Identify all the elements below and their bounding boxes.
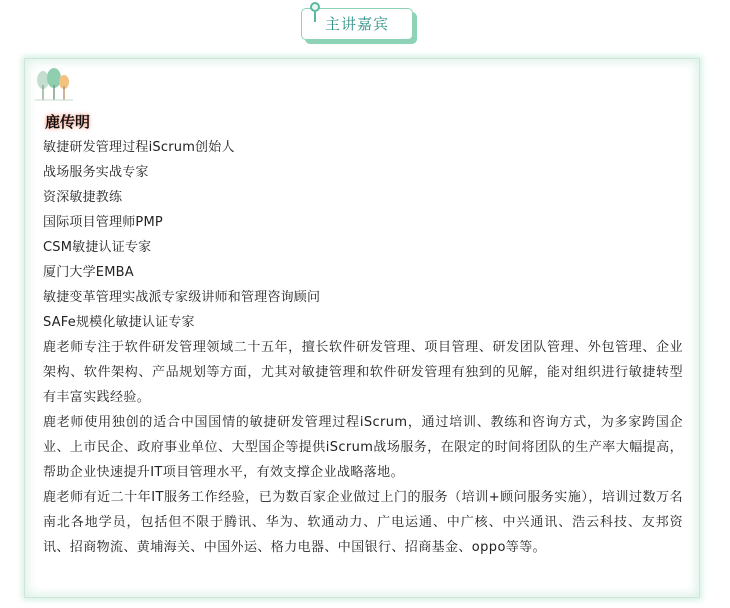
trees-icon xyxy=(33,67,75,101)
title-item: 资深敏捷教练 xyxy=(43,190,123,205)
pin-dot-icon xyxy=(310,2,320,12)
speaker-content xyxy=(43,109,683,560)
bio-paragraph: 鹿老师专注于软件研发管理领域二十五年，擅长软件研发管理、项目管理、研发团队管理、外包管理、企业架构、软件架构、产品规划等方面，尤其对敏捷管理和软件研发管理有独到的见解，能对组织进行敏捷转型有丰富实践经验。 xyxy=(43,340,683,405)
section-header-badge xyxy=(301,8,419,46)
title-item: SAFe规模化敏捷认证专家 xyxy=(43,315,195,330)
bio-paragraph: 鹿老师有近二十年IT服务工作经验，已为数百家企业做过上门的服务（培训+顾问服务实施），培训过数万名南北各地学员，包括但不限于腾讯、华为、软通动力、广电运通、中广核、中兴通讯、浩云科技、友邦资讯、招商物流、黄埔海关、中国外运、格力电器、中国银行、招商基金、oppo等等。 xyxy=(43,490,683,555)
title-item: 敏捷研发管理过程iScrum创始人 xyxy=(43,140,235,155)
speaker-titles-list xyxy=(43,135,683,335)
pin-stem xyxy=(314,12,316,22)
section-title: 主讲嘉宾 xyxy=(301,8,413,40)
bio-paragraph: 鹿老师使用独创的适合中国国情的敏捷研发管理过程iScrum，通过培训、教练和咨询方式，为多家跨国企业、上市民企、政府事业单位、大型国企等提供iScrum战场服务，在限定的时间将团队的生产率大幅提高，帮助企业快速提升IT项目管理水平，有效支撑企业战略落地。 xyxy=(43,415,683,480)
title-item: 国际项目管理师PMP xyxy=(43,215,163,230)
title-item: CSM敏捷认证专家 xyxy=(43,240,152,255)
speaker-card xyxy=(24,58,700,598)
title-item: 敏捷变革管理实战派专家级讲师和管理咨询顾问 xyxy=(43,290,321,305)
title-item: 战场服务实战专家 xyxy=(43,165,149,180)
title-item: 厦门大学EMBA xyxy=(43,265,134,280)
speaker-name: 鹿传明 xyxy=(45,113,91,131)
